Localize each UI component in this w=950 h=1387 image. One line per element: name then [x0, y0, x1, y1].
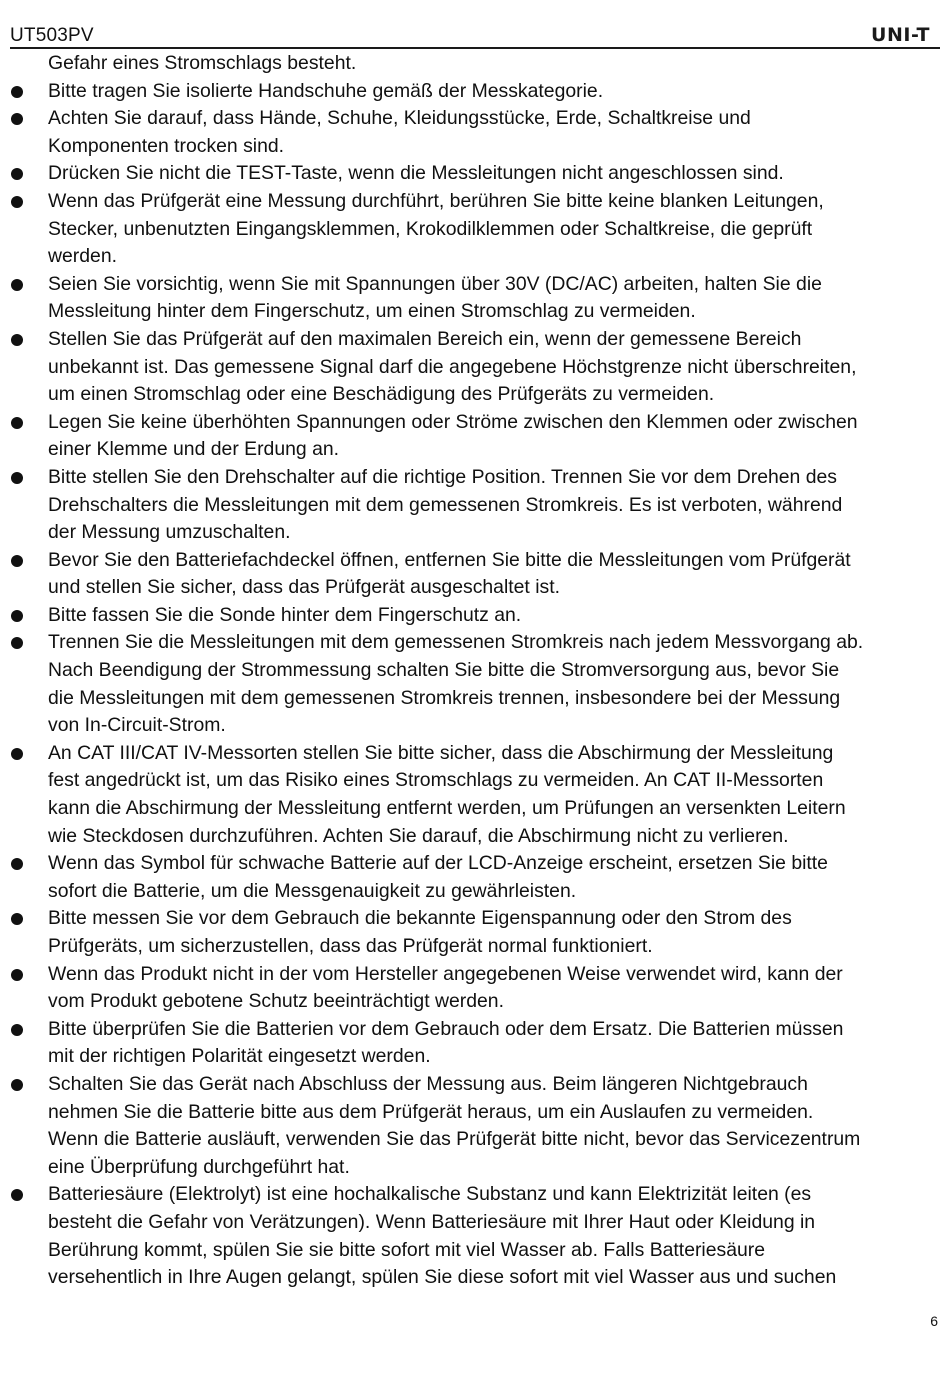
bullet-icon: [11, 1024, 23, 1036]
list-item-line: fest angedrückt ist, um das Risiko eines Stromschlags zu vermeiden. An CAT II-Messorten: [48, 769, 824, 792]
list-item: [0, 188, 950, 271]
list-item: [0, 1181, 950, 1291]
list-item-line: Batteriesäure (Elektrolyt) ist eine hochalkalische Substanz und kann Elektrizität leiten (es: [48, 1183, 812, 1206]
list-item-line: Bitte tragen Sie isolierte Handschuhe gemäß der Messkategorie.: [48, 79, 604, 102]
list-item: [0, 160, 950, 188]
list-item-line: Bitte messen Sie vor dem Gebrauch die bekannte Eigenspannung oder den Strom des: [48, 907, 792, 930]
list-item-line: Bitte fassen Sie die Sonde hinter dem Fingerschutz an.: [48, 603, 522, 626]
list-item: [0, 271, 950, 326]
list-item-line: Drücken Sie nicht die TEST-Taste, wenn die Messleitungen nicht angeschlossen sind.: [48, 162, 784, 185]
list-item-line: der Messung umzuschalten.: [48, 521, 291, 544]
bullet-icon: [11, 1189, 23, 1201]
bullet-icon: [11, 472, 23, 484]
list-item-line: Wenn das Prüfgerät eine Messung durchführt, berühren Sie bitte keine blanken Leitungen,: [48, 189, 824, 212]
list-item: [0, 464, 950, 547]
list-item-line: Trennen Sie die Messleitungen mit dem gemessenen Stromkreis nach jedem Messvorgang ab.: [48, 631, 864, 654]
list-item-line: wie Steckdosen durchzuführen. Achten Sie darauf, die Abschirmung nicht zu verlieren.: [48, 824, 789, 847]
list-item-line: um einen Stromschlag oder eine Beschädigung des Prüfgeräts zu vermeiden.: [48, 383, 715, 406]
bullet-icon: [11, 969, 23, 981]
list-item: [0, 409, 950, 464]
list-item-line: Wenn das Produkt nicht in der vom Hersteller angegebenen Weise verwendet wird, kann der: [48, 962, 843, 985]
continuation-line: Gefahr eines Stromschlags besteht.: [48, 52, 357, 74]
list-item-line: Stellen Sie das Prüfgerät auf den maximalen Bereich ein, wenn der gemessene Bereich: [48, 327, 802, 350]
bullet-icon: [11, 334, 23, 346]
document-body: [0, 50, 950, 1292]
list-item-line: Seien Sie vorsichtig, wenn Sie mit Spannungen über 30V (DC/AC) arbeiten, halten Sie die: [48, 272, 822, 295]
list-item-line: Prüfgeräts, um sicherzustellen, dass das Prüfgerät normal funktioniert.: [48, 935, 653, 957]
bullet-icon: [11, 417, 23, 429]
list-item-line: Bevor Sie den Batteriefachdeckel öffnen, entfernen Sie bitte die Messleitungen vom Prüfgerät: [48, 548, 851, 571]
bullet-icon: [11, 858, 23, 870]
page-header: [10, 24, 940, 48]
bullet-icon: [11, 196, 23, 208]
list-item: [0, 629, 950, 739]
list-item: [0, 326, 950, 409]
list-item: [0, 740, 950, 850]
page-number: 6: [930, 1313, 938, 1329]
list-item-line: unbekannt ist. Das gemessene Signal darf die angegebene Höchstgrenze nicht überschreiten,: [48, 355, 857, 378]
bullet-icon: [11, 168, 23, 180]
list-item-line: Komponenten trocken sind.: [48, 134, 285, 157]
list-item: [0, 547, 950, 602]
bullet-icon: [11, 86, 23, 98]
list-item-line: einer Klemme und der Erdung an.: [48, 438, 340, 461]
list-item-line: vom Produkt gebotene Schutz beeinträchtigt werden.: [48, 990, 504, 1013]
list-item-line: besteht die Gefahr von Verätzungen). Wenn Batteriesäure mit Ihrer Haut oder Kleidung in: [48, 1210, 816, 1233]
bullet-icon: [11, 748, 23, 760]
list-item: [0, 602, 950, 630]
list-item-line: sofort die Batterie, um die Messgenauigkeit zu gewährleisten.: [48, 879, 577, 902]
list-item: [0, 850, 950, 905]
list-item-line: Achten Sie darauf, dass Hände, Schuhe, Kleidungsstücke, Erde, Schaltkreise und: [48, 107, 751, 130]
list-item: [0, 1016, 950, 1071]
list-item: [0, 105, 950, 160]
list-item-line: Wenn die Batterie ausläuft, verwenden Sie das Prüfgerät bitte nicht, bevor das Servicezentrum: [48, 1128, 861, 1151]
list-item: [0, 78, 950, 106]
list-item: [0, 961, 950, 1016]
list-item-line: Schalten Sie das Gerät nach Abschluss der Messung aus. Beim längeren Nichtgebrauch: [48, 1072, 808, 1095]
list-item-line: die Messleitungen mit dem gemessenen Stromkreis trennen, insbesondere bei der Messung: [48, 686, 841, 709]
bullet-icon: [11, 555, 23, 567]
bullet-icon: [11, 610, 23, 622]
bullet-icon: [11, 637, 23, 649]
bullet-icon: [11, 913, 23, 925]
list-item: [0, 905, 950, 960]
list-item-line: Berührung kommt, spülen Sie sie bitte sofort mit viel Wasser ab. Falls Batteriesäure: [48, 1238, 766, 1261]
list-item-line: eine Überprüfung durchgeführt hat.: [48, 1155, 350, 1178]
list-item-line: und stellen Sie sicher, dass das Prüfgerät ausgeschaltet ist.: [48, 576, 560, 599]
list-item-line: versehentlich in Ihre Augen gelangt, spülen Sie diese sofort mit viel Wasser aus und suchen: [48, 1266, 837, 1289]
list-item-line: nehmen Sie die Batterie bitte aus dem Prüfgerät heraus, um ein Auslaufen zu vermeiden.: [48, 1100, 814, 1123]
list-item-line: Drehschalters die Messleitungen mit dem gemessenen Stromkreis. Es ist verboten, während: [48, 493, 843, 516]
list-item-line: kann die Abschirmung der Messleitung entfernt werden, um Prüfungen an versenkten Leitern: [48, 797, 846, 820]
bullet-icon: [11, 113, 23, 125]
list-item-line: werden.: [48, 245, 117, 268]
list-item-line: Stecker, unbenutzten Eingangsklemmen, Krokodilklemmen oder Schaltkreise, die geprüft: [48, 217, 813, 240]
brand-logo: UNI-T: [871, 24, 930, 46]
list-item-line: von In-Circuit-Strom.: [48, 714, 226, 737]
header-rule: [10, 47, 940, 49]
list-item-line: Messleitung hinter dem Fingerschutz, um einen Stromschlag zu vermeiden.: [48, 300, 696, 323]
list-item-line: Bitte überprüfen Sie die Batterien vor dem Gebrauch oder dem Ersatz. Die Batterien müssen: [48, 1017, 844, 1040]
safety-bullet-list: [0, 78, 950, 1292]
bullet-icon: [11, 1079, 23, 1091]
list-item-line: Legen Sie keine überhöhten Spannungen oder Ströme zwischen den Klemmen oder zwischen: [48, 410, 858, 433]
list-item-line: Nach Beendigung der Strommessung schalten Sie bitte die Stromversorgung aus, bevor Sie: [48, 659, 840, 682]
list-item-line: Bitte stellen Sie den Drehschalter auf die richtige Position. Trennen Sie vor dem Drehen des: [48, 465, 837, 488]
list-item-line: Wenn das Symbol für schwache Batterie auf der LCD-Anzeige erscheint, ersetzen Sie bitte: [48, 852, 828, 875]
model-name: UT503PV: [10, 25, 94, 46]
list-item: [0, 1071, 950, 1181]
list-item-line: mit der richtigen Polarität eingesetzt werden.: [48, 1045, 431, 1068]
bullet-icon: [11, 279, 23, 291]
list-item-line: An CAT III/CAT IV-Messorten stellen Sie bitte sicher, dass die Abschirmung der Messleitung: [48, 741, 834, 764]
